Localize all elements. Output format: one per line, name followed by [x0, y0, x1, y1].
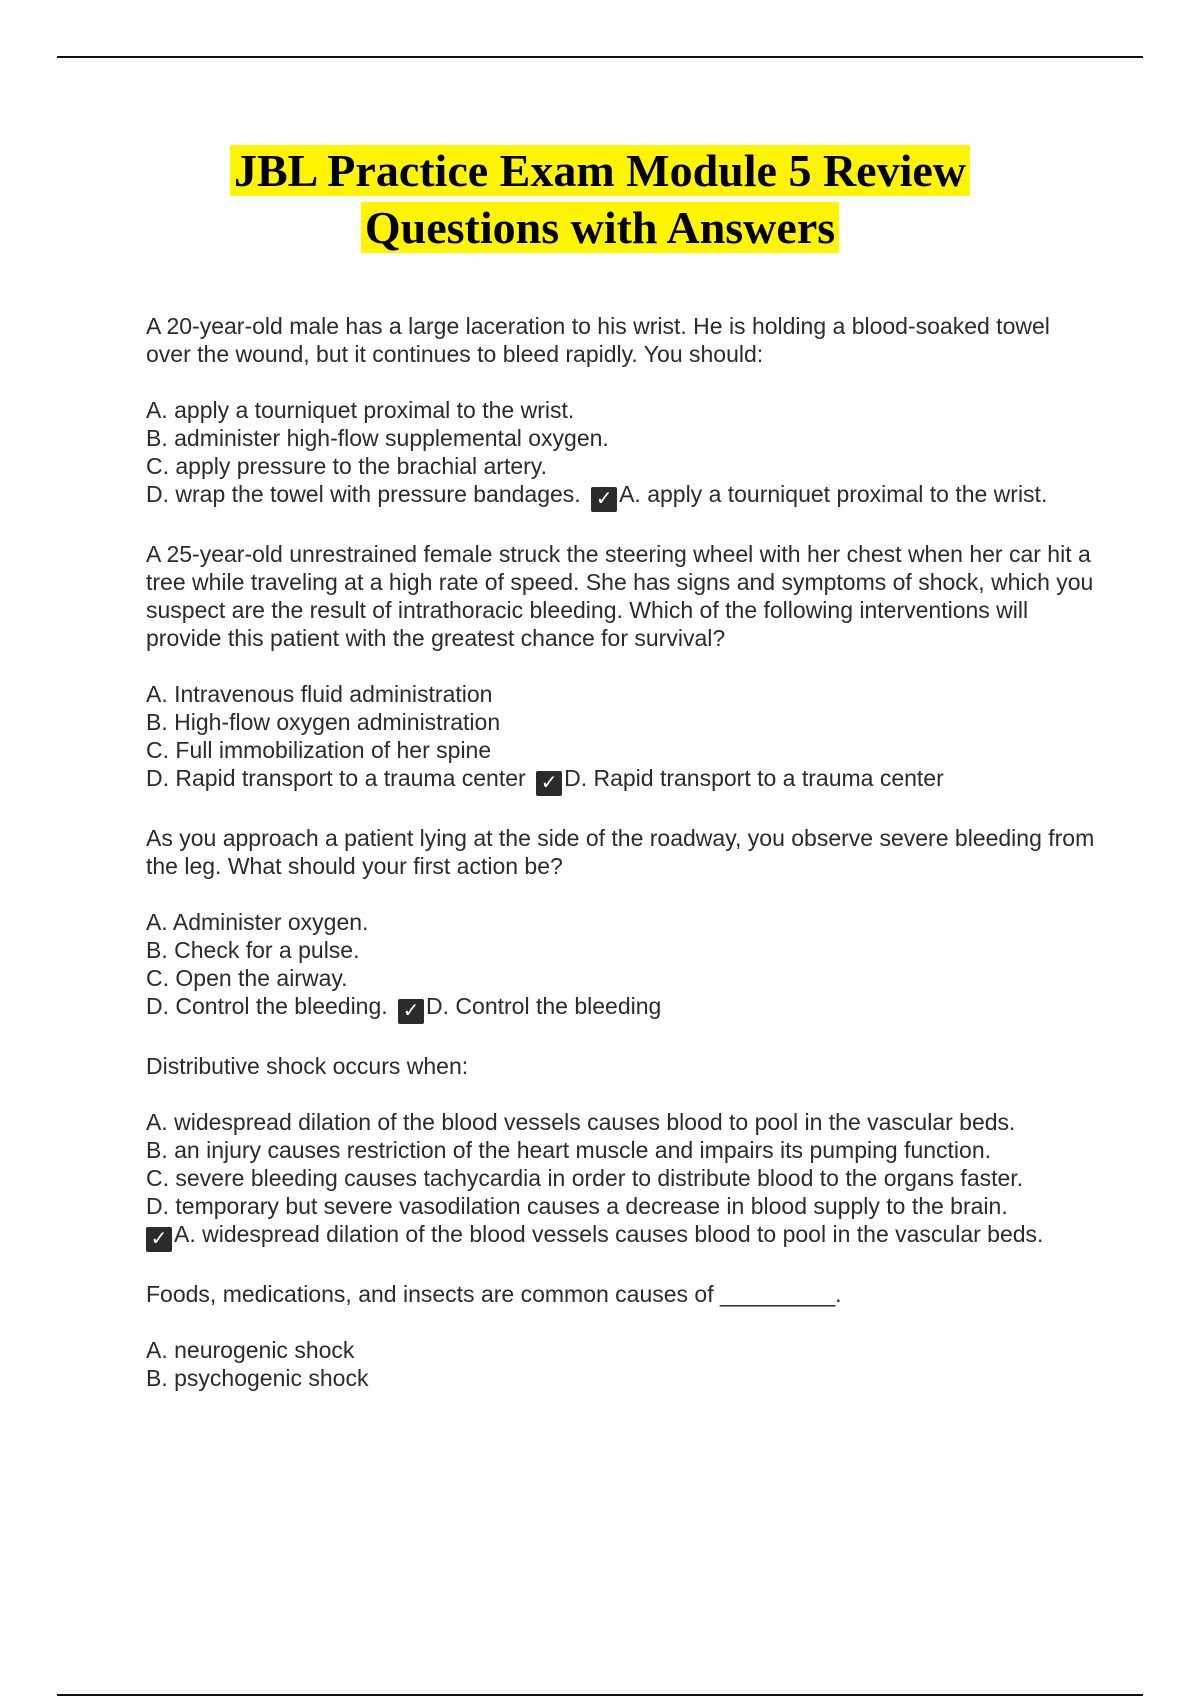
option-d: D. Rapid transport to a trauma center: [146, 765, 526, 791]
option-a: A. Intravenous fluid administration: [146, 681, 493, 707]
page-title: [0, 142, 1200, 256]
question-text: Foods, medications, and insects are common causes of _________.: [146, 1281, 842, 1307]
option-a: A. neurogenic shock: [146, 1337, 355, 1363]
check-icon: ✓: [146, 1227, 172, 1252]
bottom-rule: [57, 1694, 1143, 1696]
check-icon: ✓: [398, 999, 424, 1024]
question-block: [146, 1052, 1096, 1252]
option-c: C. severe bleeding causes tachycardia in order to distribute blood to the organs faster.: [146, 1165, 1024, 1191]
options-list: [146, 680, 1096, 796]
question-block: [146, 540, 1096, 796]
answer-text: D. Control the bleeding: [426, 993, 662, 1019]
option-b: B. Check for a pulse.: [146, 937, 360, 963]
option-c: C. apply pressure to the brachial artery.: [146, 453, 547, 479]
question-text: A 20-year-old male has a large laceration to his wrist. He is holding a blood-soaked towel over the wound, but it continues to bleed rapidly. You should:: [146, 313, 1050, 367]
option-a: A. widespread dilation of the blood vessels causes blood to pool in the vascular beds.: [146, 1109, 1016, 1135]
option-d: D. temporary but severe vasodilation causes a decrease in blood supply to the brain.: [146, 1193, 1008, 1219]
option-d-with-answer: [146, 480, 1096, 512]
top-rule: [57, 56, 1143, 58]
option-b: B. High-flow oxygen administration: [146, 709, 501, 735]
answer-text: A. apply a tourniquet proximal to the wrist.: [619, 481, 1048, 507]
option-b: B. administer high-flow supplemental oxygen.: [146, 425, 609, 451]
option-b: B. psychogenic shock: [146, 1365, 369, 1391]
question-text: As you approach a patient lying at the side of the roadway, you observe severe bleeding from the leg. What should your first action be?: [146, 825, 1095, 879]
option-d: D. Control the bleeding.: [146, 993, 388, 1019]
check-icon: ✓: [591, 487, 617, 512]
answer-text: D. Rapid transport to a trauma center: [564, 765, 944, 791]
option-c: C. Full immobilization of her spine: [146, 737, 492, 763]
option-b: B. an injury causes restriction of the heart muscle and impairs its pumping function.: [146, 1137, 992, 1163]
title-line-1: JBL Practice Exam Module 5 Review: [230, 145, 970, 196]
options-list: [146, 1336, 1096, 1392]
answer-line: [146, 1220, 1096, 1252]
option-a: A. apply a tourniquet proximal to the wrist.: [146, 397, 575, 423]
options-list: [146, 908, 1096, 1024]
check-icon: ✓: [536, 771, 562, 796]
options-list: [146, 1108, 1096, 1252]
option-a: A. Administer oxygen.: [146, 909, 369, 935]
question-block: [146, 824, 1096, 1024]
question-list: [146, 312, 1096, 1420]
question-text: Distributive shock occurs when:: [146, 1053, 469, 1079]
answer-text: A. widespread dilation of the blood vessels causes blood to pool in the vascular beds.: [174, 1221, 1044, 1247]
options-list: [146, 396, 1096, 512]
option-c: C. Open the airway.: [146, 965, 348, 991]
question-text: A 25-year-old unrestrained female struck the steering wheel with her chest when her car hit a tree while traveling at a high rate of speed. She has signs and symptoms of shock, which you suspect are the result of intrathoracic bleeding. Which of the following interventions will provide this patient with the greatest chance for survival?: [146, 541, 1094, 651]
option-d-with-answer: [146, 992, 1096, 1024]
title-line-2: Questions with Answers: [361, 202, 839, 253]
option-d-with-answer: [146, 764, 1096, 796]
option-d: D. wrap the towel with pressure bandages.: [146, 481, 581, 507]
question-block: [146, 1280, 1096, 1392]
question-block: [146, 312, 1096, 512]
